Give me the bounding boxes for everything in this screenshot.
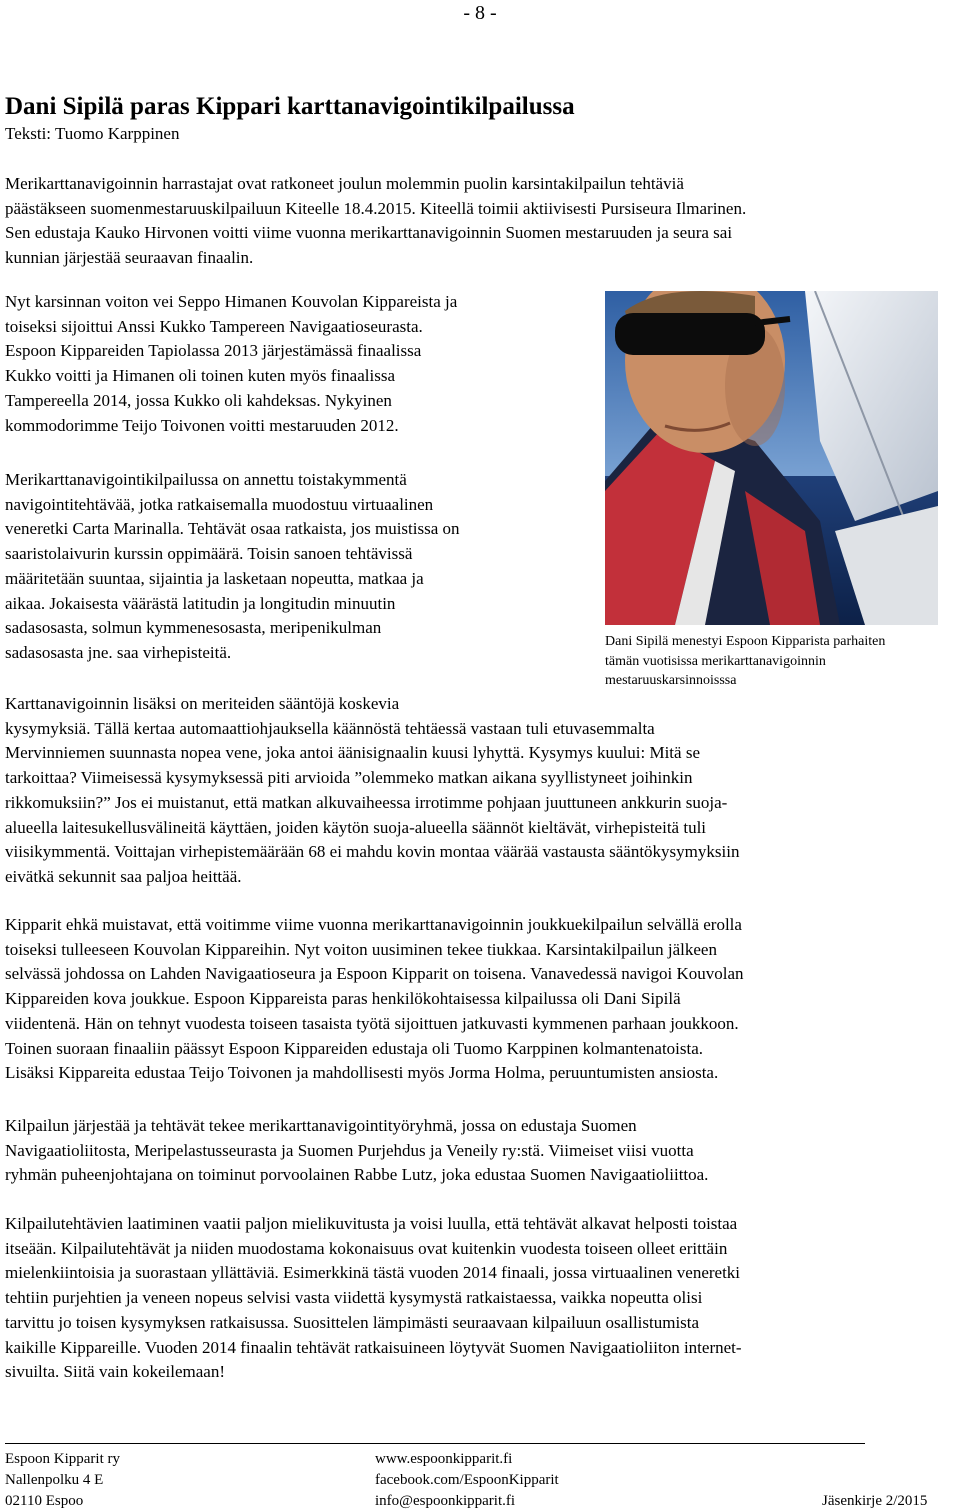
text-line: Kipparit ehkä muistavat, että voitimme viime vuonna merikarttanavigoinnin joukkuekilpailun selvällä erolla bbox=[5, 915, 742, 934]
text-line: Karttanavigoinnin lisäksi on meriteiden sääntöjä koskevia bbox=[5, 694, 400, 713]
caption-line: tämän vuotisissa merikarttanavigoinnin bbox=[605, 653, 826, 669]
text-line: Sen edustaja Kauko Hirvonen voitti viime vuonna merikarttanavigoinnin Suomen mestaruuden ja seura sai bbox=[5, 223, 733, 243]
text-line: veneretki Carta Marinalla. Tehtävät osaa ratkaista, jos muistissa on bbox=[5, 519, 460, 539]
article-byline: Teksti: Tuomo Karppinen bbox=[5, 124, 180, 143]
paragraph-laatiminen bbox=[5, 1212, 955, 1385]
text-line: viidentenä. Hän on tehnyt vuodesta toiseen tasaista työtä sijoittuen jatkuvasti kymmenen parhaan joukkoon. bbox=[5, 1013, 739, 1033]
text-line: aikaa. Jokaisesta väärästä latitudin ja longitudin minuutin bbox=[5, 593, 396, 613]
text-line: mielenkiintoisia ja suorastaan yllättäviä. Esimerkkinä tästä vuoden 2014 finaali, jossa virtuaalinen veneretki bbox=[5, 1263, 741, 1283]
article-title: Dani Sipilä paras Kippari karttanavigointikilpailussa bbox=[5, 93, 575, 120]
footer-address bbox=[5, 1449, 120, 1510]
text-line: Kippareiden kova joukkue. Espoon Kippareista paras henkilökohtaisessa kilpailussa oli Dani Sipilä bbox=[5, 989, 681, 1009]
text-line: kunnian järjestää seuraavan finaalin. bbox=[5, 248, 254, 268]
paragraph-joukkue bbox=[5, 913, 955, 1086]
text-line: Tampereella 2014, jossa Kukko oli kahdeksas. Nykyinen bbox=[5, 390, 392, 410]
paragraph-tehtavat bbox=[5, 468, 955, 666]
photo-sunglasses-temple bbox=[755, 319, 790, 323]
text-line: tehtiin purjehtien ja veneen nopeus selvisi vasta viidettä kysymystä ratkaistaessa, vaikka nopeutta olisi bbox=[5, 1288, 703, 1308]
footer-city: 02110 Espoo bbox=[5, 1493, 84, 1509]
text-line: Kukko voitti ja Himanen oli toinen kuten myös finaalissa bbox=[5, 366, 395, 386]
text-line: toiseksi sijoittui Anssi Kukko Tampereen Navigaatioseurasta. bbox=[5, 316, 423, 336]
footer-email-link[interactable]: info@espoonkipparit.fi bbox=[375, 1493, 516, 1509]
text-line: Merikarttanavigoinnin harrastajat ovat ratkoneet joulun molemmin puolin karsintakilpailun tehtäviä bbox=[5, 174, 684, 193]
paragraph-intro bbox=[5, 172, 955, 271]
text-line: rikkomuksiin?” Jos ei muistanut, että matkan alkuvaiheessa irrotimme pohjaan juuttuneen ankkurin suoja- bbox=[5, 792, 728, 812]
photo-sunglasses bbox=[615, 313, 765, 355]
text-line: tarkoittaa? Viimeisessä kysymyksessä piti arvioida ”olemmeko matkan aikana syyllistyneet joihinkin bbox=[5, 768, 693, 788]
text-line: viisikymmentä. Voittajan virhepistemäärään 68 ei mahdu kovin montaa väärää vastausta sääntökysymyksiin bbox=[5, 842, 740, 862]
text-line: Kilpailun järjestää ja tehtävät tekee merikarttanavigointityöryhmä, jossa on edustaja Suomen bbox=[5, 1116, 637, 1135]
text-line: eivätkä sekunnit saa paljoa heittää. bbox=[5, 866, 242, 886]
text-line: navigointitehtävää, jotka ratkaisemalla muodostuu virtuaalinen bbox=[5, 494, 434, 514]
paragraph-jarjestaja bbox=[5, 1114, 955, 1188]
footer-divider bbox=[5, 1443, 865, 1444]
text-line: Mervinniemen suunnasta nopea vene, joka antoi äänisignaalin kuusi lyhyttä. Kysymys kuului: Mitä se bbox=[5, 743, 700, 763]
paragraph-saannot bbox=[5, 692, 955, 890]
text-line: Kilpailutehtävien laatiminen vaatii paljon mielikuvitusta ja voisi luulla, että tehtävät alkavat helposti toistaa bbox=[5, 1214, 738, 1233]
text-line: toiseksi tulleeseen Kouvolan Kippareihin. Nyt voiton uusiminen tekee tiukkaa. Karsintakilpailun jälkeen bbox=[5, 939, 717, 959]
caption-line: mestaruuskarsinnoisssa bbox=[605, 673, 737, 688]
text-line: Lisäksi Kippareita edustaa Teijo Toivonen ja mahdollisesti myös Jorma Holma, peruuntumisten ansiosta. bbox=[5, 1063, 719, 1083]
text-line: sivuilta. Siitä vain kokeilemaan! bbox=[5, 1362, 226, 1382]
text-line: Navigaatioliitosta, Meripelastusseurasta ja Suomen Purjehdus ja Veneily ry:stä. Viimeiset viisi vuotta bbox=[5, 1140, 694, 1160]
text-line: selvässä johdossa on Lahden Navigaatioseura ja Espoon Kipparit on toisena. Vanavedessä navigoi Kouvolan bbox=[5, 964, 744, 984]
text-line: päästäkseen suomenmestaruuskilpailuun Kiteelle 18.4.2015. Kiteellä toimii aktiivisesti Pursiseura Ilmarinen. bbox=[5, 198, 747, 218]
text-line: Merikarttanavigointikilpailussa on annettu toistakymmentä bbox=[5, 470, 407, 489]
footer-contacts bbox=[375, 1449, 559, 1510]
text-line: saaristolaivurin kurssin oppimäärä. Toisin sanoen tehtävissä bbox=[5, 544, 413, 564]
footer-website-link[interactable]: www.espoonkipparit.fi bbox=[375, 1451, 513, 1467]
footer-facebook-link[interactable]: facebook.com/EspoonKipparit bbox=[375, 1472, 559, 1488]
footer-issue bbox=[822, 1449, 927, 1510]
text-line: määritetään suuntaa, sijaintia ja lasketaan nopeutta, matkaa ja bbox=[5, 568, 424, 588]
text-line: tarvittu jo toisen kysymyksen ratkaisussa. Suosittelen lämpimästi seuraavaan kilpailuun osallistumista bbox=[5, 1312, 700, 1332]
text-line: kaikille Kippareille. Vuoden 2014 finaalin tehtävät ratkaisuineen löytyvät Suomen Navigaatioliiton internet- bbox=[5, 1337, 742, 1357]
text-line: Nyt karsinnan voiton vei Seppo Himanen Kouvolan Kippareista ja bbox=[5, 292, 458, 311]
text-line: kommodorimme Teijo Toivonen voitti mestaruuden 2012. bbox=[5, 415, 399, 435]
text-line: ryhmän puheenjohtajana on toiminut porvoolainen Rabbe Lutz, joka edustaa Suomen Navigaatioliittoa. bbox=[5, 1165, 709, 1185]
footer-street: Nallenpolku 4 E bbox=[5, 1472, 104, 1488]
footer-issue-label: Jäsenkirje 2/2015 bbox=[822, 1493, 928, 1509]
footer-org-name: Espoon Kipparit ry bbox=[5, 1451, 120, 1467]
text-line: Toinen suoraan finaaliin päässyt Espoon Kippareiden edustaja oli Tuomo Karppinen kolmantenatoista. bbox=[5, 1038, 704, 1058]
caption-line: Dani Sipilä menestyi Espoon Kipparista parhaiten bbox=[605, 634, 886, 649]
text-line: sadasosasta jne. saa virhepisteitä. bbox=[5, 642, 232, 662]
page-number: - 8 - bbox=[463, 2, 497, 24]
text-line: kysymyksiä. Tällä kertaa automaattiohjauksella käännöstä tehtäessä vastaan tuli etuvasemmalta bbox=[5, 718, 655, 738]
text-line: itseään. Kilpailutehtävät ja niiden muodostama kokonaisuus ovat kuitenkin vuodesta toiseen olleet erittäin bbox=[5, 1238, 728, 1258]
text-line: Espoon Kippareiden Tapiolassa 2013 järjestämässä finaalissa bbox=[5, 341, 422, 361]
text-line: sadasosasta, solmun kymmenesosasta, meripenikulman bbox=[5, 618, 382, 638]
text-line: alueella laitesukellusvälineitä käyttäen, joiden käytön suoja-alueella säännöt kieltävät, virhepisteitä tuli bbox=[5, 817, 707, 837]
